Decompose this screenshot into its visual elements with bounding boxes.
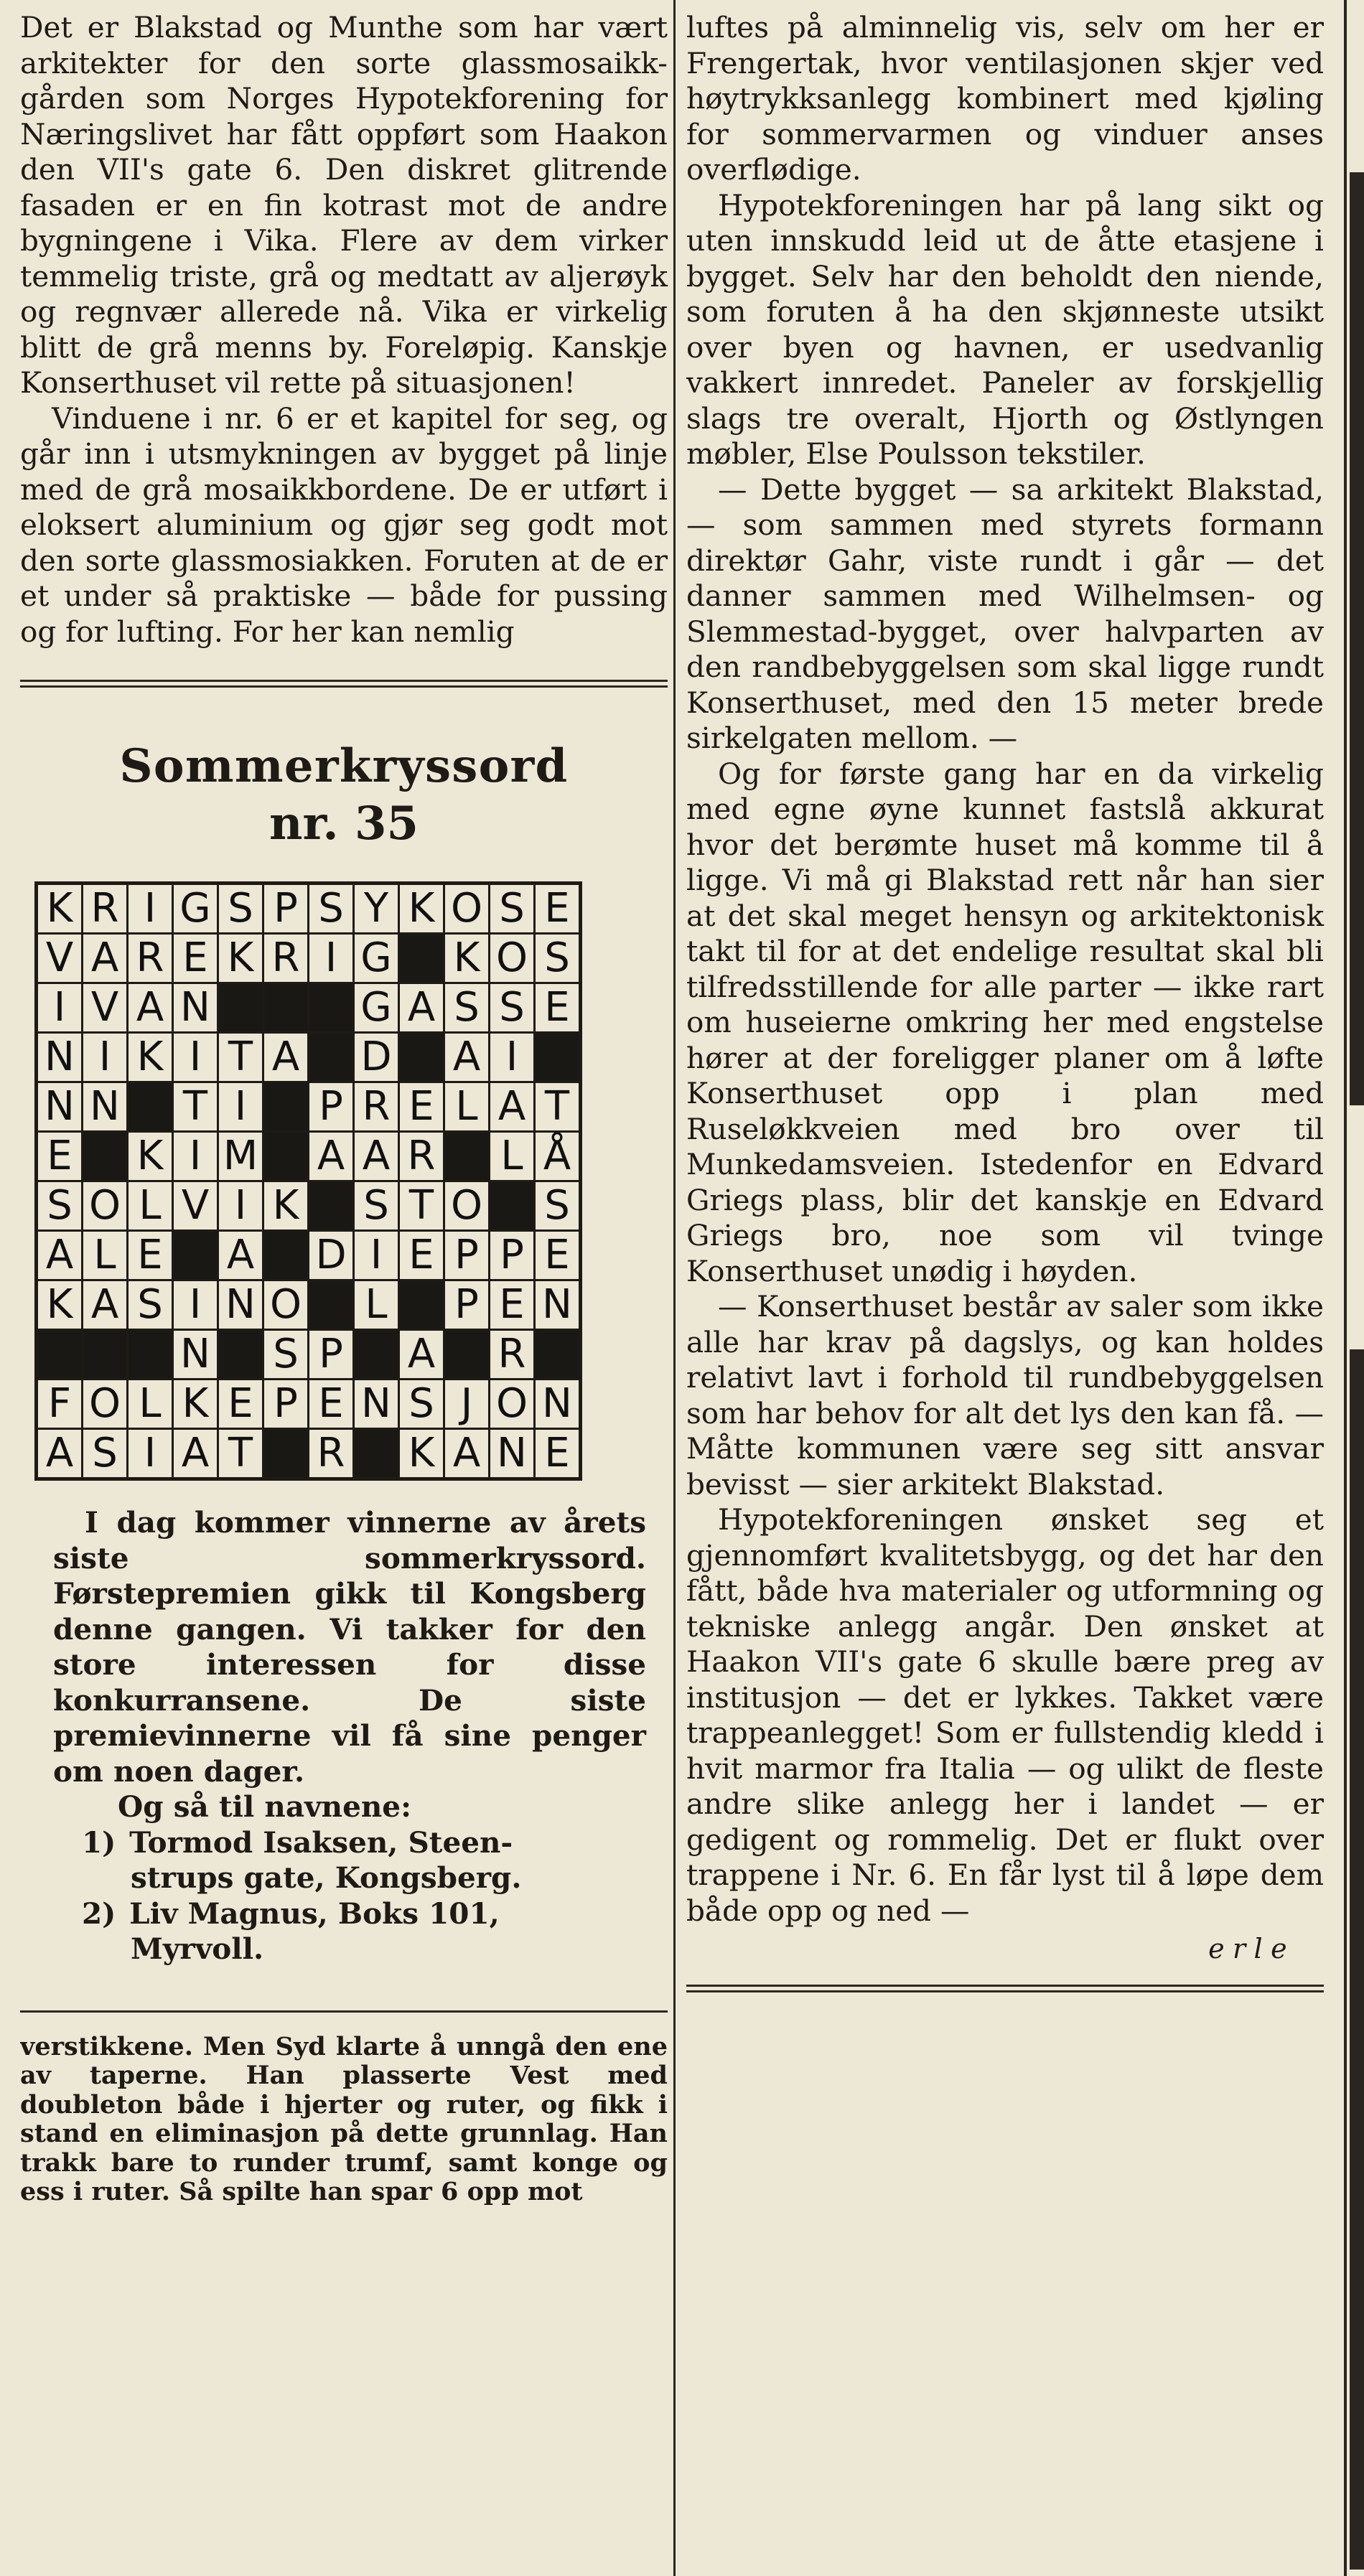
crossword-block-cell — [263, 983, 309, 1033]
crossword-letter-cell: K — [128, 1033, 173, 1082]
crossword-letter-cell: V — [37, 934, 83, 983]
winner-line: Myrvoll. — [131, 1931, 264, 1966]
crossword-letter-cell: K — [444, 934, 490, 983]
crossword-letter-cell: A — [83, 934, 128, 983]
mid-article-paragraph-6: Hypotekforeningen ønsket seg et gjennomført kvalitetsbygg, og det har den fått, både hva materialer og utformning og tekniske anlegg angår. Den ønsket at Haakon VII's gate 6 skulle bære preg av institusjon — det er lykkes. Takket være trappeanlegget! Som er fullstendig kledd i hvit marmor fra Italia — og ulikt de fleste andre slike anlegg her i landet — er gedigent og rommelig. Det er flukt over trappene i Nr. 6. En får lyst til å løpe dem både opp og ned — — [686, 1502, 1324, 1928]
crossword-row — [37, 1380, 581, 1429]
column-divider-left — [673, 0, 676, 2576]
crossword-letter-cell: A — [399, 983, 444, 1033]
crossword-letter-cell: L — [83, 1231, 128, 1280]
crossword-letter-cell: S — [535, 1181, 581, 1231]
crossword-letter-cell: E — [399, 1082, 444, 1132]
author-signature: erle — [1208, 1933, 1295, 1964]
crossword-letter-cell: O — [490, 1380, 535, 1429]
crossword-letter-cell: I — [128, 1429, 173, 1479]
bridge-column-fragment — [20, 2033, 668, 2207]
crossword-block-cell — [263, 1132, 309, 1181]
crossword-letter-cell: N — [173, 1330, 218, 1380]
crossword-row — [37, 884, 581, 934]
crossword-letter-cell: K — [218, 934, 263, 983]
left-article-paragraph-2: Vinduene i nr. 6 er et kapitel for seg, og går inn i utsmykningen av bygget på linje med de grå mosaikkbordene. De er utført i eloksert aluminium og gjør seg godt mot den sorte glassmosiakken. Foruten at de er et under så praktiske — både for pussing og for lufting. For her kan nemlig — [20, 401, 668, 649]
crossword-letter-cell: E — [535, 1429, 581, 1479]
crossword-letter-cell: O — [444, 1181, 490, 1231]
section-divider-lower — [20, 2010, 668, 2013]
crossword-block-cell — [83, 1330, 128, 1380]
crossword-row — [37, 1231, 581, 1280]
mid-article-paragraph-3: — Dette bygget — sa arkitekt Blakstad, — som sammen med styrets formann direktør Gahr, viste rundt i går — det danner sammen med Wilhelmsen- og Slemmestad-bygget, over halvparten av den randbebyggelsen som skal ligge rundt Konserthuset, med den 15 meter brede sirkelgaten mellom. — — [686, 472, 1324, 755]
crossword-letter-cell: T — [399, 1181, 444, 1231]
crossword-letter-cell: R — [354, 1082, 399, 1132]
crossword-block-cell — [399, 1033, 444, 1082]
crossword-letter-cell: P — [490, 1231, 535, 1280]
crossword-letter-cell: T — [173, 1082, 218, 1132]
crossword-announcement — [20, 1505, 668, 1825]
crossword-letter-cell: G — [354, 934, 399, 983]
crossword-letter-cell: S — [128, 1280, 173, 1330]
crossword-letter-cell: K — [263, 1181, 309, 1231]
crossword-block-cell — [83, 1132, 128, 1181]
crossword-block-cell — [444, 1132, 490, 1181]
crossword-letter-cell: S — [535, 934, 581, 983]
crossword-letter-cell: N — [535, 1280, 581, 1330]
crossword-row — [37, 1330, 581, 1380]
crossword-letter-cell: S — [83, 1429, 128, 1479]
crossword-letter-cell: N — [173, 983, 218, 1033]
winner-list — [20, 1825, 668, 1967]
crossword-letter-cell: S — [490, 884, 535, 934]
column-divider-right — [1344, 0, 1347, 2576]
crossword-letter-cell: E — [128, 1231, 173, 1280]
crossword-letter-cell: S — [490, 983, 535, 1033]
crossword-block-cell — [444, 1330, 490, 1380]
left-column — [20, 10, 668, 2207]
crossword-row — [37, 1082, 581, 1132]
crossword-letter-cell: L — [444, 1082, 490, 1132]
crossword-letter-cell: N — [218, 1280, 263, 1330]
crossword-block-cell — [309, 1181, 354, 1231]
crossword-letter-cell: Y — [354, 884, 399, 934]
crossword-letter-cell: I — [37, 983, 83, 1033]
adjacent-column-edge-lower — [1350, 1349, 1364, 2570]
crossword-block-cell — [128, 1082, 173, 1132]
bottom-divider — [686, 1985, 1324, 1992]
bridge-text: verstikkene. Men Syd klarte å unngå den ene av taperne. Han plasserte Vest med doubleton både i hjerter og ruter, og fikk i stand en eliminasjon på dette grunnlag. Han trakk bare to runder trumf, samt konge og ess i ruter. Så spilte han spar 6 opp mot — [20, 2032, 668, 2206]
crossword-letter-cell: M — [218, 1132, 263, 1181]
crossword-letter-cell: P — [263, 884, 309, 934]
crossword-letter-cell: I — [173, 1280, 218, 1330]
mid-article-paragraph-5: — Konserthuset består av saler som ikke alle har krav på dagslys, og kan holdes relativt lavt i forhold til rundbebyggelsen som har behov for alt det lys den kan få. — Måtte kommunen være seg sitt ansvar bevisst — sier arkitekt Blakstad. — [686, 1289, 1324, 1502]
winner-line: strups gate, Kongsberg. — [131, 1860, 522, 1895]
announcement-text: I dag kommer vinnerne av årets siste sommerkryssord. Førstepremien gikk til Kongsberg denne gangen. Vi takker for den store interessen for disse konkurransene. De siste premievinnerne vil få sine penger om noen dager. — [53, 1505, 646, 1789]
crossword-letter-cell: L — [490, 1132, 535, 1181]
mid-article-paragraph-1: luftes på alminnelig vis, selv om her er Frengertak, hvor ventilasjonen skjer ved høytrykksanlegg kombinert med kjøling for sommervarmen og vinduer anses overflødige. — [686, 10, 1324, 187]
crossword-letter-cell: E — [218, 1380, 263, 1429]
crossword-row — [37, 983, 581, 1033]
crossword-letter-cell: A — [309, 1132, 354, 1181]
crossword-letter-cell: S — [444, 983, 490, 1033]
crossword-letter-cell: T — [218, 1429, 263, 1479]
crossword-letter-cell: O — [490, 934, 535, 983]
crossword-letter-cell: A — [173, 1429, 218, 1479]
crossword-letter-cell: R — [128, 934, 173, 983]
crossword-letter-cell: T — [218, 1033, 263, 1082]
crossword-block-cell — [354, 1429, 399, 1479]
crossword-letter-cell: E — [535, 1231, 581, 1280]
crossword-letter-cell: A — [218, 1231, 263, 1280]
crossword-letter-cell: P — [444, 1280, 490, 1330]
crossword-letter-cell: K — [399, 1429, 444, 1479]
crossword-letter-cell: I — [354, 1231, 399, 1280]
crossword-letter-cell: I — [128, 884, 173, 934]
crossword-letter-cell: A — [444, 1429, 490, 1479]
crossword-letter-cell: N — [83, 1082, 128, 1132]
crossword-letter-cell: R — [399, 1132, 444, 1181]
crossword-number: nr. 35 — [269, 797, 419, 851]
crossword-letter-cell: R — [83, 884, 128, 934]
winner-entry — [53, 1896, 646, 1967]
names-intro: Og så til navnene: — [118, 1789, 412, 1824]
crossword-letter-cell: E — [399, 1231, 444, 1280]
left-article-paragraph-1: Det er Blakstad og Munthe som har vært arkitekter for den sorte glassmosaikk-gården som Norges Hypotekforening for Næringslivet har fått oppført som Haakon den VII's gate 6. Den diskret glitrende fasaden er en fin kotrast mot de andre bygningene i Vika. Flere av dem virker temmelig triste, grå og medtatt av aljerøyk og regnvær allerede nå. Vika er virkelig blitt de grå menns by. Foreløpig. Kanskje Konserthuset vil rette på situasjonen! — [20, 10, 668, 400]
crossword-letter-cell: Å — [535, 1132, 581, 1181]
crossword-letter-cell: P — [309, 1330, 354, 1380]
crossword-letter-cell: I — [309, 934, 354, 983]
crossword-letter-cell: J — [444, 1380, 490, 1429]
crossword-section — [20, 738, 668, 1967]
left-article — [20, 10, 668, 650]
crossword-row — [37, 1033, 581, 1082]
crossword-letter-cell: L — [128, 1181, 173, 1231]
crossword-letter-cell: T — [535, 1082, 581, 1132]
crossword-block-cell — [218, 1330, 263, 1380]
crossword-letter-cell: V — [173, 1181, 218, 1231]
crossword-letter-cell: K — [128, 1132, 173, 1181]
crossword-letter-cell: N — [490, 1429, 535, 1479]
crossword-letter-cell: I — [173, 1132, 218, 1181]
crossword-letter-cell: E — [37, 1132, 83, 1181]
crossword-letter-cell: I — [173, 1033, 218, 1082]
crossword-row — [37, 934, 581, 983]
crossword-grid — [34, 881, 582, 1481]
crossword-letter-cell: E — [535, 884, 581, 934]
crossword-block-cell — [354, 1330, 399, 1380]
crossword-letter-cell: A — [399, 1330, 444, 1380]
middle-column — [686, 10, 1324, 1992]
crossword-letter-cell: P — [309, 1082, 354, 1132]
crossword-letter-cell: A — [37, 1231, 83, 1280]
crossword-row — [37, 1429, 581, 1479]
crossword-letter-cell: S — [354, 1181, 399, 1231]
crossword-block-cell — [399, 1280, 444, 1330]
crossword-letter-cell: L — [354, 1280, 399, 1330]
adjacent-column-edge — [1350, 172, 1364, 1105]
crossword-letter-cell: O — [263, 1280, 309, 1330]
crossword-letter-cell: O — [444, 884, 490, 934]
crossword-letter-cell: V — [83, 983, 128, 1033]
crossword-letter-cell: K — [37, 1280, 83, 1330]
crossword-row — [37, 1181, 581, 1231]
crossword-letter-cell: N — [37, 1082, 83, 1132]
crossword-block-cell — [128, 1330, 173, 1380]
crossword-block-cell — [263, 1429, 309, 1479]
crossword-letter-cell: R — [263, 934, 309, 983]
crossword-block-cell — [399, 934, 444, 983]
crossword-letter-cell: G — [173, 884, 218, 934]
crossword-row — [37, 1132, 581, 1181]
crossword-letter-cell: K — [37, 884, 83, 934]
crossword-block-cell — [173, 1231, 218, 1280]
crossword-letter-cell: A — [128, 983, 173, 1033]
crossword-letter-cell: E — [309, 1380, 354, 1429]
crossword-block-cell — [490, 1181, 535, 1231]
crossword-letter-cell: I — [490, 1033, 535, 1082]
crossword-block-cell — [263, 1231, 309, 1280]
crossword-letter-cell: I — [218, 1082, 263, 1132]
crossword-letter-cell: K — [173, 1380, 218, 1429]
crossword-letter-cell: N — [37, 1033, 83, 1082]
crossword-letter-cell: P — [444, 1231, 490, 1280]
crossword-block-cell — [535, 1330, 581, 1380]
crossword-letter-cell: E — [173, 934, 218, 983]
crossword-letter-cell: D — [309, 1231, 354, 1280]
crossword-letter-cell: D — [354, 1033, 399, 1082]
crossword-block-cell — [309, 1033, 354, 1082]
crossword-row — [37, 1280, 581, 1330]
winner-number: 1) — [82, 1825, 116, 1860]
crossword-letter-cell: S — [309, 884, 354, 934]
crossword-letter-cell: F — [37, 1380, 83, 1429]
mid-article-paragraph-2: Hypotekforeningen har på lang sikt og uten innskudd leid ut de åtte etasjene i bygget. Selv har den beholdt den niende, som foruten å ha den skjønneste utsikt over byen og havnen, er usedvanlig vakkert innredet. Paneler av forskjellig slags tre overalt, Hjorth og Østlyngen møbler, Else Poulsson tekstiler. — [686, 187, 1324, 471]
crossword-title: Sommerkryssord — [119, 739, 569, 793]
crossword-block-cell — [309, 1280, 354, 1330]
mid-article-paragraph-4: Og for første gang har en da virkelig med egne øyne kunnet fastslå akkurat hvor det berømte huset må komme til å ligge. Vi må gi Blakstad rett når han sier at det skal meget hensyn og arkitektonisk takt til for at det endelige resultat skal bli tilfredsstillende for alle parter — ikke rart om huseierne omkring her med engstelse hører at der foreligger planer om å løfte Konserthuset opp i plan med Ruseløkkveien med bro over til Munkedamsveien. Istedenfor en Edvard Griegs plass, blir det kanskje en Edvard Griegs bro, noe som vil tvinge Konserthuset unødig i høyden. — [686, 756, 1324, 1288]
crossword-letter-cell: R — [309, 1429, 354, 1479]
crossword-block-cell — [309, 983, 354, 1033]
crossword-letter-cell: A — [444, 1033, 490, 1082]
winner-line: Liv Magnus, Boks 101, — [129, 1896, 500, 1931]
crossword-letter-cell: A — [37, 1429, 83, 1479]
crossword-letter-cell: R — [490, 1330, 535, 1380]
crossword-letter-cell: S — [263, 1330, 309, 1380]
section-divider — [20, 680, 668, 688]
winner-line: Tormod Isaksen, Steen- — [129, 1825, 513, 1860]
crossword-letter-cell: O — [83, 1380, 128, 1429]
crossword-letter-cell: N — [535, 1380, 581, 1429]
crossword-letter-cell: A — [263, 1033, 309, 1082]
crossword-letter-cell: N — [354, 1380, 399, 1429]
crossword-block-cell — [37, 1330, 83, 1380]
crossword-block-cell — [218, 983, 263, 1033]
winner-entry — [53, 1825, 646, 1896]
crossword-block-cell — [535, 1033, 581, 1082]
crossword-letter-cell: I — [83, 1033, 128, 1082]
crossword-letter-cell: S — [37, 1181, 83, 1231]
crossword-letter-cell: G — [354, 983, 399, 1033]
crossword-letter-cell: S — [399, 1380, 444, 1429]
crossword-letter-cell: A — [490, 1082, 535, 1132]
crossword-letter-cell: E — [535, 983, 581, 1033]
crossword-letter-cell: A — [354, 1132, 399, 1181]
crossword-letter-cell: O — [83, 1181, 128, 1231]
crossword-letter-cell: K — [399, 884, 444, 934]
crossword-letter-cell: P — [263, 1380, 309, 1429]
winner-number: 2) — [82, 1896, 116, 1931]
crossword-block-cell — [263, 1082, 309, 1132]
crossword-letter-cell: L — [128, 1380, 173, 1429]
crossword-letter-cell: E — [490, 1280, 535, 1330]
crossword-letter-cell: S — [218, 884, 263, 934]
crossword-letter-cell: A — [83, 1280, 128, 1330]
crossword-letter-cell: I — [218, 1181, 263, 1231]
